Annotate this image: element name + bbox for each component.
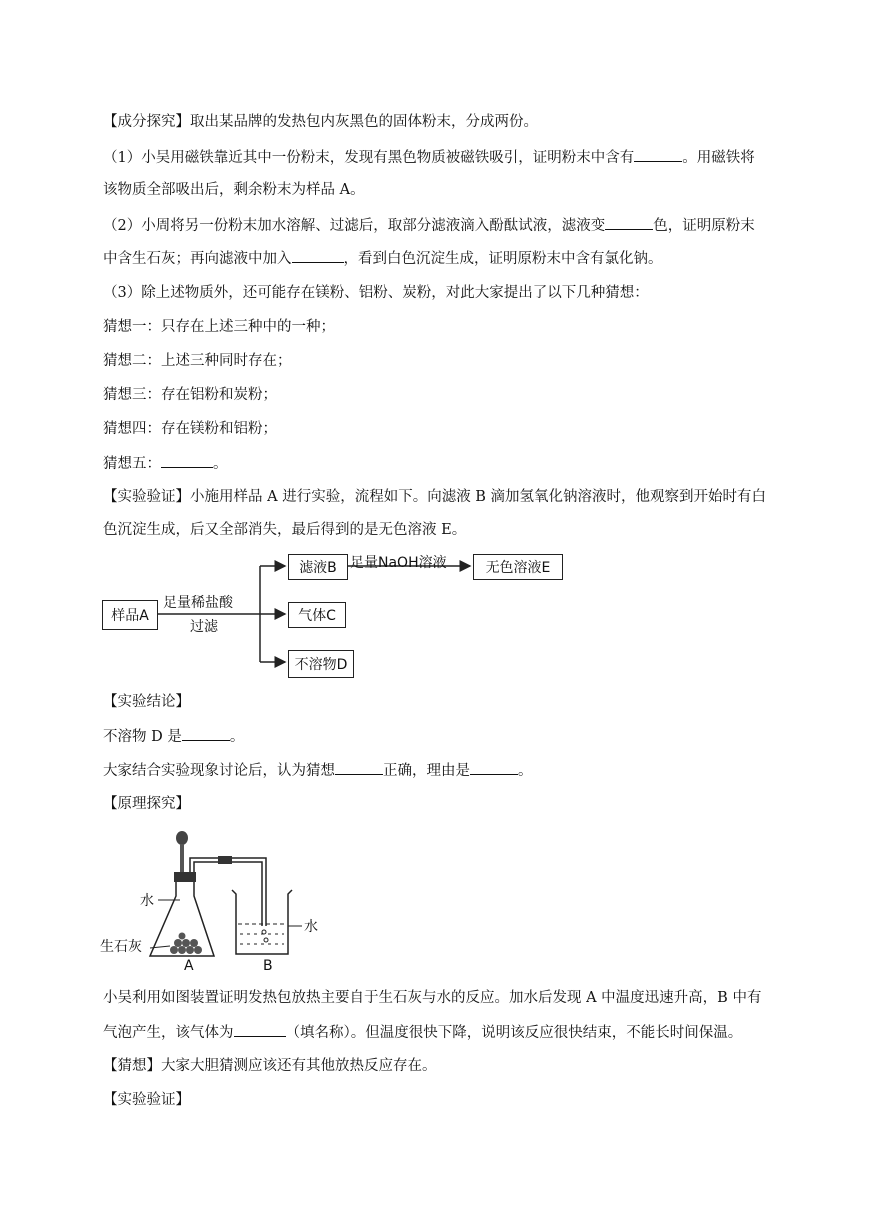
insoluble-d-box (288, 650, 354, 678)
text: 色，证明原粉末 (653, 218, 755, 234)
text: 。用磁铁将 (682, 150, 755, 166)
text: 。 (213, 456, 228, 472)
text: 【猜想】大家大胆猜测应该还有其他放热反应存在。 (103, 1058, 437, 1074)
question-1-line-2 (103, 180, 365, 200)
answer-blank[interactable] (161, 453, 213, 468)
section-principle (103, 794, 190, 814)
answer-blank[interactable] (335, 760, 383, 775)
principle-line-2 (103, 1022, 742, 1043)
text: （2）小周将另一份粉末加水溶解、过滤后，取部分滤液滴入酚酞试液，滤液变 (103, 218, 606, 234)
text: 【成分探究】取出某品牌的发热包内灰黑色的固体粉末，分成两份。 (103, 114, 538, 130)
text: （3）除上述物质外，还可能存在镁粉、铝粉、炭粉，对此大家提出了以下几种猜想： (103, 285, 649, 301)
water-label-b: 水 (304, 919, 318, 935)
text: 猜想一：只存在上述三种中的一种； (103, 319, 335, 335)
experiment-verify-line-2 (103, 520, 466, 540)
question-1-line-1 (103, 147, 755, 168)
text: 猜想五： (103, 456, 161, 472)
answer-blank[interactable] (234, 1022, 286, 1037)
question-2-line-1 (103, 215, 755, 236)
text: 【实验验证】小施用样品 A 进行实验，流程如下。向滤液 B 滴加氢氧化钠溶液时，他观察到开始时有白 (103, 489, 767, 505)
filter-label: 过滤 (190, 619, 218, 635)
hypothesis-1 (103, 317, 335, 337)
quicklime-label: 生石灰 (100, 939, 142, 955)
text: 猜想三：存在铝粉和炭粉； (103, 387, 277, 403)
text: 【实验结论】 (103, 694, 190, 710)
text: 猜想四：存在镁粉和铝粉； (103, 421, 277, 437)
text: 大家结合实验现象讨论后，认为猜想 (103, 763, 335, 779)
hypothesis-2 (103, 351, 292, 371)
text: （填名称）。但温度很快下降，说明该反应很快结束，不能长时间保温。 (285, 1025, 743, 1041)
sample-a-label: 样品A (111, 608, 149, 624)
gas-c-label: 气体C (298, 608, 336, 624)
sample-a-box (102, 600, 158, 630)
gas-c-box (288, 602, 346, 628)
conclusion-line-2 (103, 760, 533, 781)
reagent-label: 足量稀盐酸 (163, 595, 233, 611)
insoluble-d-label: 不溶物D (294, 657, 348, 673)
water-label-a: 水 (140, 893, 154, 909)
experiment-verify-line-1 (103, 487, 766, 507)
answer-blank[interactable] (292, 248, 344, 263)
text: 色沉淀生成，后又全部消失，最后得到的是无色溶液 E。 (103, 522, 467, 538)
apparatus-diagram (100, 826, 330, 976)
section-verify-2 (103, 1090, 190, 1110)
text: 不溶物 D 是 (103, 729, 182, 745)
flow-chart (100, 552, 570, 687)
conclusion-line-1 (103, 726, 244, 747)
naoh-label: 足量NaOH溶液 (350, 555, 447, 571)
answer-blank[interactable] (470, 760, 518, 775)
text: 该物质全部吸出后，剩余粉末为样品 A。 (103, 182, 365, 198)
section-conclusion (103, 692, 190, 712)
question-3-line (103, 283, 649, 303)
answer-blank[interactable] (634, 147, 682, 162)
question-2-line-2 (103, 248, 663, 269)
section-composition (103, 112, 538, 132)
hypothesis-3 (103, 385, 277, 405)
section-hypothesis (103, 1056, 437, 1076)
text: 中含生石灰；再向滤液中加入 (103, 251, 292, 267)
text: 气泡产生，该气体为 (103, 1025, 234, 1041)
text: 正确，理由是 (383, 763, 470, 779)
text: 猜想二：上述三种同时存在； (103, 353, 292, 369)
principle-line-1 (103, 988, 761, 1008)
beaker-b-label: B (263, 958, 273, 974)
text: 【实验验证】 (103, 1092, 190, 1108)
answer-blank[interactable] (182, 726, 230, 741)
flask-a-label: A (184, 958, 194, 974)
solution-e-box (473, 554, 563, 580)
answer-blank[interactable] (605, 215, 653, 230)
solution-e-label: 无色溶液E (485, 560, 551, 576)
text: （1）小吴用磁铁靠近其中一份粉末，发现有黑色物质被磁铁吸引，证明粉末中含有 (103, 150, 635, 166)
text: 【原理探究】 (103, 796, 190, 812)
text: 小吴利用如图装置证明发热包放热主要自于生石灰与水的反应。加水后发现 A 中温度迅速升高，B 中有 (103, 990, 762, 1006)
filtrate-b-box (288, 554, 348, 580)
text: 。 (229, 729, 245, 745)
filtrate-b-label: 滤液B (299, 560, 337, 576)
hypothesis-5 (103, 453, 228, 474)
hypothesis-4 (103, 419, 277, 439)
text: ，看到白色沉淀生成，证明原粉末中含有氯化钠。 (343, 251, 663, 267)
text: 。 (518, 763, 533, 779)
